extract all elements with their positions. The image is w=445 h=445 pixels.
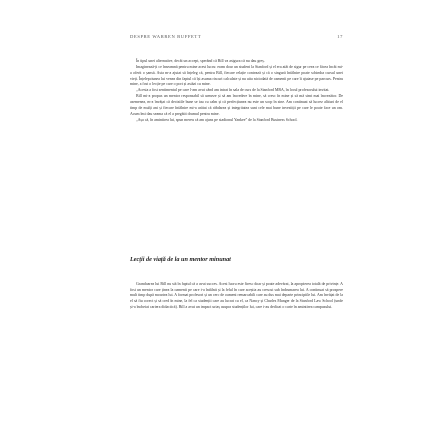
section-heading: Lecții de viață de la un mentor minunat <box>130 256 231 263</box>
page-number: 17 <box>337 34 343 39</box>
paragraph: „Acesta a fost sentimentul pe care l-am avut când am intrat în sala de curs de la Stanford MBA, în locul profesorului invitat. <box>136 88 330 93</box>
running-header-title: DESPRE WARREN BUFFETT <box>130 34 202 39</box>
running-header <box>130 34 343 39</box>
paragraph: Bill mi-a propus un mentor responsabil să urmeze și să am încredere în mine, să cresc în mine și să mă simt mai încrezător. De asemenea, m-a învățat că deciziile bune se iau cu calm și că perfecțiunea nu este un scop în sine. Am continuat să lucrez alături de el timp de mulți ani și fiecare întâlnire mi-a arătat că răbdarea și integritatea sunt cele mai bune investiții pe care le poate face un om. Acum îmi dau seama că el a pregătit drumul pentru mine. <box>130 94 343 116</box>
body-text-top <box>130 59 343 123</box>
paragraph: „Așa că, în amintirea lui, spun mereu că am ajuns pe stadionul Yankee” de la Stanford Business School. <box>136 117 298 122</box>
paragraph: Imaginează-ți ce înseamnă pentru mine acest lucru: eram doar un student la Stanford și el era atât de sigur pe ceea ce făcea încât mi-a oferit o șansă. Asta m-a ajutat să înțeleg că, pentru Bill, fiecare relație contează și că o singură întâlnire poate schimba cursul unei vieți. Înțelepciunea lui venea din faptul că își asuma riscuri calculate și nu uita niciodată de oamenii pe care îi ajutase pe parcurs. Pentru mine, a fost o lecție pe care o port și astăzi cu mine. <box>130 65 343 87</box>
paragraph: Grandoarea lui Bill nu stă în faptul că a avut succes. Acest lucru este firesc doar și poate adevărat, la apropierea totală de privințe. A fost un mentor care ținea la oamenii pe care i-a întâlnit și la felul în care aceștia au crescut sub îndrumarea lui. A continuat să prospere mult timp după moartea lui. A format profesori și un cerc de oameni remarcabili care au dus mai departe principiile lui. Am învățat de la el să fiu corect și să cred în mine, la fel ca studenții care au lucrat cu el, ca Nancy și Charles Munger de la Stanford Law School (unde și-a încheiat cariera didactică). Bill a avut un impact uriaș asupra studenților lui, care i-au dedicat o carte în amintirea campusului. <box>130 282 343 309</box>
body-text-bottom <box>130 282 343 311</box>
paragraph: În tipul unei alternative, decât un accept, sperând că Bill va asigura că nu dau greș. <box>136 59 265 63</box>
